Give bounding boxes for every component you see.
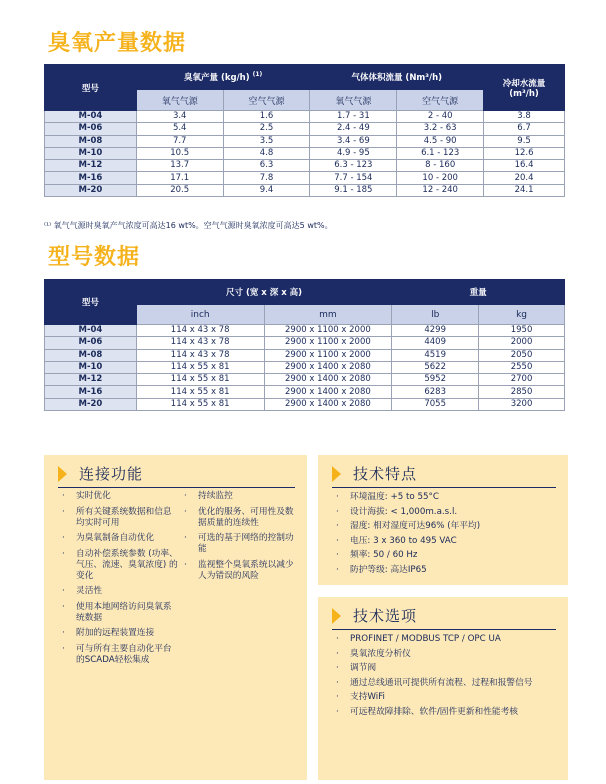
subheader-lb: lb — [392, 305, 479, 325]
value-cell: 3.8 — [484, 111, 565, 123]
model-cell: M-04 — [45, 325, 137, 337]
value-cell: 2 - 40 — [397, 111, 484, 123]
table-row — [45, 160, 565, 172]
model-cell: M-12 — [45, 374, 137, 386]
table-row — [45, 184, 565, 196]
list-item: · 可远程故障排除、软件/固件更新和性能考核 — [336, 707, 564, 718]
header-model: 型号 — [45, 65, 137, 111]
list-item: · 为臭氧制备自动优化 — [62, 533, 180, 544]
table-row — [45, 325, 565, 337]
model-cell: M-16 — [45, 172, 137, 184]
header-ozone-output — [136, 65, 310, 90]
tech-features-panel — [318, 455, 568, 585]
divider — [332, 487, 556, 488]
model-cell: M-10 — [45, 147, 137, 159]
value-cell: 4.9 - 95 — [310, 147, 397, 159]
list-item: · 支持WiFi — [336, 692, 564, 703]
list-item: · 防护等级: 高达IP65 — [336, 565, 564, 576]
list-item: · 附加的远程装置连接 — [62, 628, 180, 639]
header-cooling-label: 冷却水流量 — [502, 78, 546, 89]
value-cell: 2900 x 1100 x 2000 — [264, 337, 392, 349]
value-cell: 1.7 - 31 — [310, 111, 397, 123]
value-cell: 13.7 — [136, 160, 223, 172]
table-row — [45, 123, 565, 135]
header-cooling-unit: (m³/h) — [509, 88, 539, 99]
list-item: · PROFINET / MODBUS TCP / OPC UA — [336, 634, 564, 645]
value-cell: 114 x 55 x 81 — [136, 398, 264, 410]
tech-options-header — [332, 605, 417, 626]
list-item: · 频率: 50 / 60 Hz — [336, 550, 564, 561]
value-cell: 24.1 — [484, 184, 565, 196]
model-cell: M-12 — [45, 160, 137, 172]
connectivity-header — [58, 463, 143, 484]
value-cell: 2900 x 1400 x 2080 — [264, 386, 392, 398]
model-cell: M-06 — [45, 123, 137, 135]
divider — [58, 487, 295, 488]
model-cell: M-16 — [45, 386, 137, 398]
value-cell: 7.8 — [223, 172, 310, 184]
value-cell: 3.4 — [136, 111, 223, 123]
value-cell: 4409 — [392, 337, 479, 349]
table-row — [45, 361, 565, 373]
value-cell: 9.4 — [223, 184, 310, 196]
connectivity-list-left — [62, 491, 180, 670]
model-cell: M-08 — [45, 135, 137, 147]
model-cell: M-06 — [45, 337, 137, 349]
footnote-marker: (1) — [252, 71, 263, 79]
table-row — [45, 349, 565, 361]
list-item: · 持续监控 — [184, 491, 298, 502]
value-cell: 6.7 — [484, 123, 565, 135]
value-cell: 7.7 — [136, 135, 223, 147]
list-item: · 使用本地网络访问臭氧系统数据 — [62, 602, 180, 624]
value-cell: 5.4 — [136, 123, 223, 135]
model-cell: M-20 — [45, 184, 137, 196]
table-row — [45, 398, 565, 410]
header-gas-flow: 气体体积流量 (Nm³/h) — [310, 65, 484, 90]
value-cell: 2900 x 1400 x 2080 — [264, 361, 392, 373]
list-item: · 优化的服务、可用性及数据质量的连续性 — [184, 507, 298, 529]
list-item: · 调节阀 — [336, 663, 564, 674]
connectivity-panel — [44, 455, 307, 780]
model-cell: M-08 — [45, 349, 137, 361]
value-cell: 9.1 - 185 — [310, 184, 397, 196]
triangle-arrow-icon — [58, 466, 67, 482]
value-cell: 3.4 - 69 — [310, 135, 397, 147]
table-row — [45, 337, 565, 349]
value-cell: 6.3 - 123 — [310, 160, 397, 172]
value-cell: 114 x 55 x 81 — [136, 386, 264, 398]
tech-options-title: 技术选项 — [353, 607, 418, 625]
value-cell: 2000 — [479, 337, 565, 349]
table-row — [45, 111, 565, 123]
value-cell: 4.8 — [223, 147, 310, 159]
value-cell: 2050 — [479, 349, 565, 361]
table-row — [45, 374, 565, 386]
value-cell: 2.5 — [223, 123, 310, 135]
tech-features-title: 技术特点 — [353, 465, 418, 483]
subheader-kg: kg — [479, 305, 565, 325]
list-item: · 可选的基于网络的控制功能 — [184, 533, 298, 555]
value-cell: 114 x 55 x 81 — [136, 361, 264, 373]
value-cell: 7.7 - 154 — [310, 172, 397, 184]
subheader-ozone-air: 空气气源 — [223, 90, 310, 111]
value-cell: 6.3 — [223, 160, 310, 172]
model-data-title: 型号数据 — [48, 245, 141, 270]
value-cell: 4519 — [392, 349, 479, 361]
value-cell: 1.6 — [223, 111, 310, 123]
value-cell: 5622 — [392, 361, 479, 373]
value-cell: 12 - 240 — [397, 184, 484, 196]
value-cell: 4299 — [392, 325, 479, 337]
model-cell: M-20 — [45, 398, 137, 410]
triangle-arrow-icon — [332, 466, 341, 482]
subheader-inch: inch — [136, 305, 264, 325]
list-item: · 实时优化 — [62, 491, 180, 502]
subheader-gas-oxygen: 氧气气源 — [310, 90, 397, 111]
list-item: · 湿度: 相对湿度可达96% (年平均) — [336, 521, 564, 532]
model-data-table — [44, 279, 565, 411]
value-cell: 4.5 - 90 — [397, 135, 484, 147]
value-cell: 16.4 — [484, 160, 565, 172]
value-cell: 6283 — [392, 386, 479, 398]
tech-features-list — [336, 492, 564, 580]
value-cell: 3.5 — [223, 135, 310, 147]
header-weight: 重量 — [392, 280, 565, 305]
value-cell: 2.4 - 49 — [310, 123, 397, 135]
list-item: · 设计海拔: < 1,000m.a.s.l. — [336, 507, 564, 518]
list-item: · 灵活性 — [62, 586, 180, 597]
value-cell: 2900 x 1400 x 2080 — [264, 398, 392, 410]
list-item: · 可与所有主要自动化平台的SCADA轻松集成 — [62, 644, 180, 666]
value-cell: 5952 — [392, 374, 479, 386]
subheader-gas-air: 空气气源 — [397, 90, 484, 111]
value-cell: 2550 — [479, 361, 565, 373]
model-cell: M-04 — [45, 111, 137, 123]
list-item: · 电压: 3 x 360 to 495 VAC — [336, 536, 564, 547]
tech-options-list — [336, 634, 564, 722]
value-cell: 10 - 200 — [397, 172, 484, 184]
value-cell: 2900 x 1100 x 2000 — [264, 325, 392, 337]
value-cell: 8 - 160 — [397, 160, 484, 172]
ozone-output-table — [44, 64, 565, 197]
table-row — [45, 147, 565, 159]
footnote: ⁽¹⁾ 氧气气源时臭氧产气浓度可高达16 wt%。空气气源时臭氧浓度可高达5 wt%。 — [44, 221, 333, 230]
value-cell: 2700 — [479, 374, 565, 386]
connectivity-title: 连接功能 — [79, 465, 144, 483]
value-cell: 7055 — [392, 398, 479, 410]
subheader-ozone-oxygen: 氧气气源 — [136, 90, 223, 111]
subheader-mm: mm — [264, 305, 392, 325]
value-cell: 9.5 — [484, 135, 565, 147]
ozone-output-title: 臭氧产量数据 — [48, 31, 187, 56]
value-cell: 3200 — [479, 398, 565, 410]
connectivity-list-right — [184, 491, 298, 586]
list-item: · 通过总线通讯可提供所有流程、过程和报警信号 — [336, 678, 564, 689]
value-cell: 114 x 43 x 78 — [136, 325, 264, 337]
value-cell: 12.6 — [484, 147, 565, 159]
tech-options-panel — [318, 597, 568, 780]
list-item: · 臭氧浓度分析仪 — [336, 649, 564, 660]
value-cell: 2900 x 1400 x 2080 — [264, 374, 392, 386]
value-cell: 114 x 55 x 81 — [136, 374, 264, 386]
list-item: · 所有关键系统数据和信息均实时可用 — [62, 507, 180, 529]
header-cooling-water — [484, 65, 565, 111]
model-cell: M-10 — [45, 361, 137, 373]
table-row — [45, 172, 565, 184]
divider — [332, 629, 556, 630]
value-cell: 2900 x 1100 x 2000 — [264, 349, 392, 361]
value-cell: 20.5 — [136, 184, 223, 196]
value-cell: 6.1 - 123 — [397, 147, 484, 159]
header-ozone-output-label: 臭氧产量 (kg/h) — [183, 73, 250, 83]
table-row — [45, 135, 565, 147]
value-cell: 1950 — [479, 325, 565, 337]
list-item: · 环境温度: +5 to 55°C — [336, 492, 564, 503]
value-cell: 114 x 43 x 78 — [136, 337, 264, 349]
header-dimensions: 尺寸 (宽 x 深 x 高) — [136, 280, 391, 305]
value-cell: 20.4 — [484, 172, 565, 184]
value-cell: 10.5 — [136, 147, 223, 159]
value-cell: 2850 — [479, 386, 565, 398]
value-cell: 114 x 43 x 78 — [136, 349, 264, 361]
triangle-arrow-icon — [332, 608, 341, 624]
table-row — [45, 386, 565, 398]
tech-features-header — [332, 463, 417, 484]
header-model: 型号 — [45, 280, 137, 325]
list-item: · 自动补偿系统参数 (功率、气压、流速、臭氧浓度) 的变化 — [62, 549, 180, 582]
value-cell: 3.2 - 63 — [397, 123, 484, 135]
list-item: · 监视整个臭氧系统以减少人为错误的风险 — [184, 560, 298, 582]
value-cell: 17.1 — [136, 172, 223, 184]
